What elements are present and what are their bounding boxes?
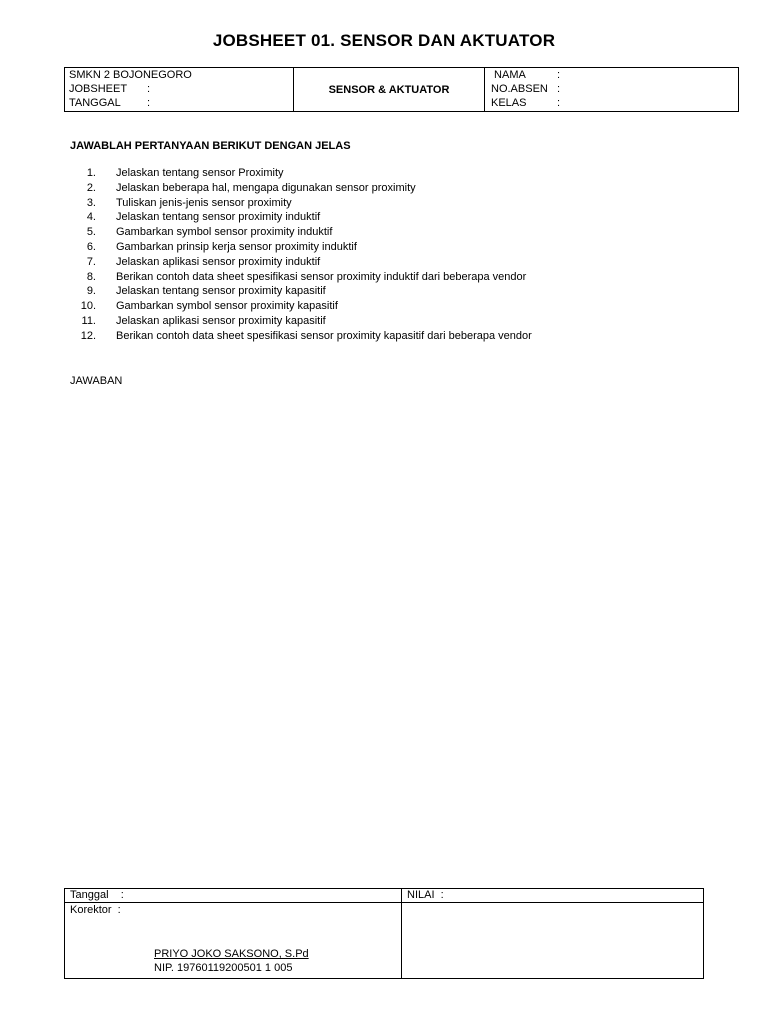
- question-text: Tuliskan jenis-jenis sensor proximity: [116, 196, 292, 209]
- question-text: Berikan contoh data sheet spesifikasi sensor proximity kapasitif dari beberapa vendor: [116, 329, 532, 342]
- question-number: 3.: [86, 196, 96, 209]
- footer-nilai: NILAI :: [407, 889, 444, 901]
- question-number: 9.: [86, 285, 96, 298]
- question-number: 8.: [86, 270, 96, 283]
- header-kelas-row: [491, 96, 738, 110]
- header-school-row: [69, 68, 293, 82]
- nama-label: NAMA: [491, 69, 526, 81]
- student-info-cell: [485, 68, 739, 112]
- instruction-heading: JAWABLAH PERTANYAAN BERIKUT DENGAN JELAS: [70, 140, 351, 152]
- question-text: Gambarkan symbol sensor proximity induktif: [116, 226, 333, 239]
- list-item: [70, 255, 532, 270]
- question-number: 4.: [86, 211, 96, 224]
- absen-colon: :: [557, 83, 561, 95]
- signer-nip: NIP. 19760119200501 1 005: [154, 962, 293, 974]
- question-number: 12.: [80, 329, 96, 342]
- signer-name: PRIYO JOKO SAKSONO, S.Pd: [154, 948, 309, 960]
- list-item: [70, 284, 532, 299]
- kelas-colon: :: [557, 97, 561, 109]
- kelas-label: KELAS: [491, 97, 527, 109]
- footer-table: [64, 888, 704, 979]
- question-number: 10.: [80, 300, 96, 313]
- list-item: [70, 166, 532, 181]
- list-item: [70, 240, 532, 255]
- list-item: [70, 329, 532, 344]
- nama-colon: :: [557, 69, 561, 81]
- list-item: [70, 210, 532, 225]
- question-text: Gambarkan symbol sensor proximity kapasitif: [116, 300, 338, 313]
- question-text: Gambarkan prinsip kerja sensor proximity induktif: [116, 240, 357, 253]
- header-table: [64, 67, 739, 112]
- question-text: Jelaskan aplikasi sensor proximity kapasitif: [116, 314, 326, 327]
- answer-label: JAWABAN: [70, 375, 123, 387]
- list-item: [70, 181, 532, 196]
- school-info-cell: [65, 68, 294, 112]
- list-item: [70, 196, 532, 211]
- question-text: Jelaskan aplikasi sensor proximity induktif: [116, 255, 321, 268]
- list-item: [70, 299, 532, 314]
- tanggal-colon: :: [147, 97, 151, 109]
- question-text: Jelaskan tentang sensor proximity kapasitif: [116, 285, 326, 298]
- jobsheet-colon: :: [147, 83, 151, 95]
- header-nama-row: [491, 68, 738, 82]
- list-item: [70, 225, 532, 240]
- list-item: [70, 270, 532, 285]
- question-number: 1.: [86, 167, 96, 179]
- question-number: 6.: [86, 240, 96, 253]
- footer-tanggal: Tanggal :: [70, 889, 124, 901]
- question-text: Berikan contoh data sheet spesifikasi sensor proximity induktif dari beberapa vendor: [116, 270, 527, 283]
- footer-korektor: Korektor :: [70, 904, 121, 916]
- footer-nilai-cell: [402, 889, 704, 903]
- list-item: [70, 314, 532, 329]
- subject-title: SENSOR & AKTUATOR: [328, 83, 450, 96]
- jobsheet-label: JOBSHEET: [69, 83, 128, 95]
- header-absen-row: [491, 82, 738, 96]
- subject-cell: [294, 68, 485, 112]
- question-text: Jelaskan tentang sensor Proximity: [116, 167, 284, 179]
- question-number: 11.: [81, 314, 96, 327]
- footer-tanggal-cell: [65, 889, 402, 903]
- tanggal-label: TANGGAL: [69, 97, 121, 109]
- question-number: 7.: [86, 255, 96, 268]
- footer-korektor-cell: [65, 903, 402, 979]
- question-list: [70, 166, 532, 344]
- header-tanggal-row: [69, 96, 293, 110]
- signature-block: [70, 947, 401, 975]
- school-name: SMKN 2 BOJONEGORO: [69, 69, 192, 81]
- question-text: Jelaskan tentang sensor proximity induktif: [116, 211, 321, 224]
- question-number: 2.: [86, 181, 96, 194]
- footer-nilai-area: [402, 903, 704, 979]
- page-title: JOBSHEET 01. SENSOR DAN AKTUATOR: [212, 31, 556, 50]
- question-number: 5.: [86, 226, 96, 239]
- absen-label: NO.ABSEN: [491, 83, 548, 95]
- question-text: Jelaskan beberapa hal, mengapa digunakan sensor proximity: [116, 181, 416, 194]
- header-jobsheet-row: [69, 82, 293, 96]
